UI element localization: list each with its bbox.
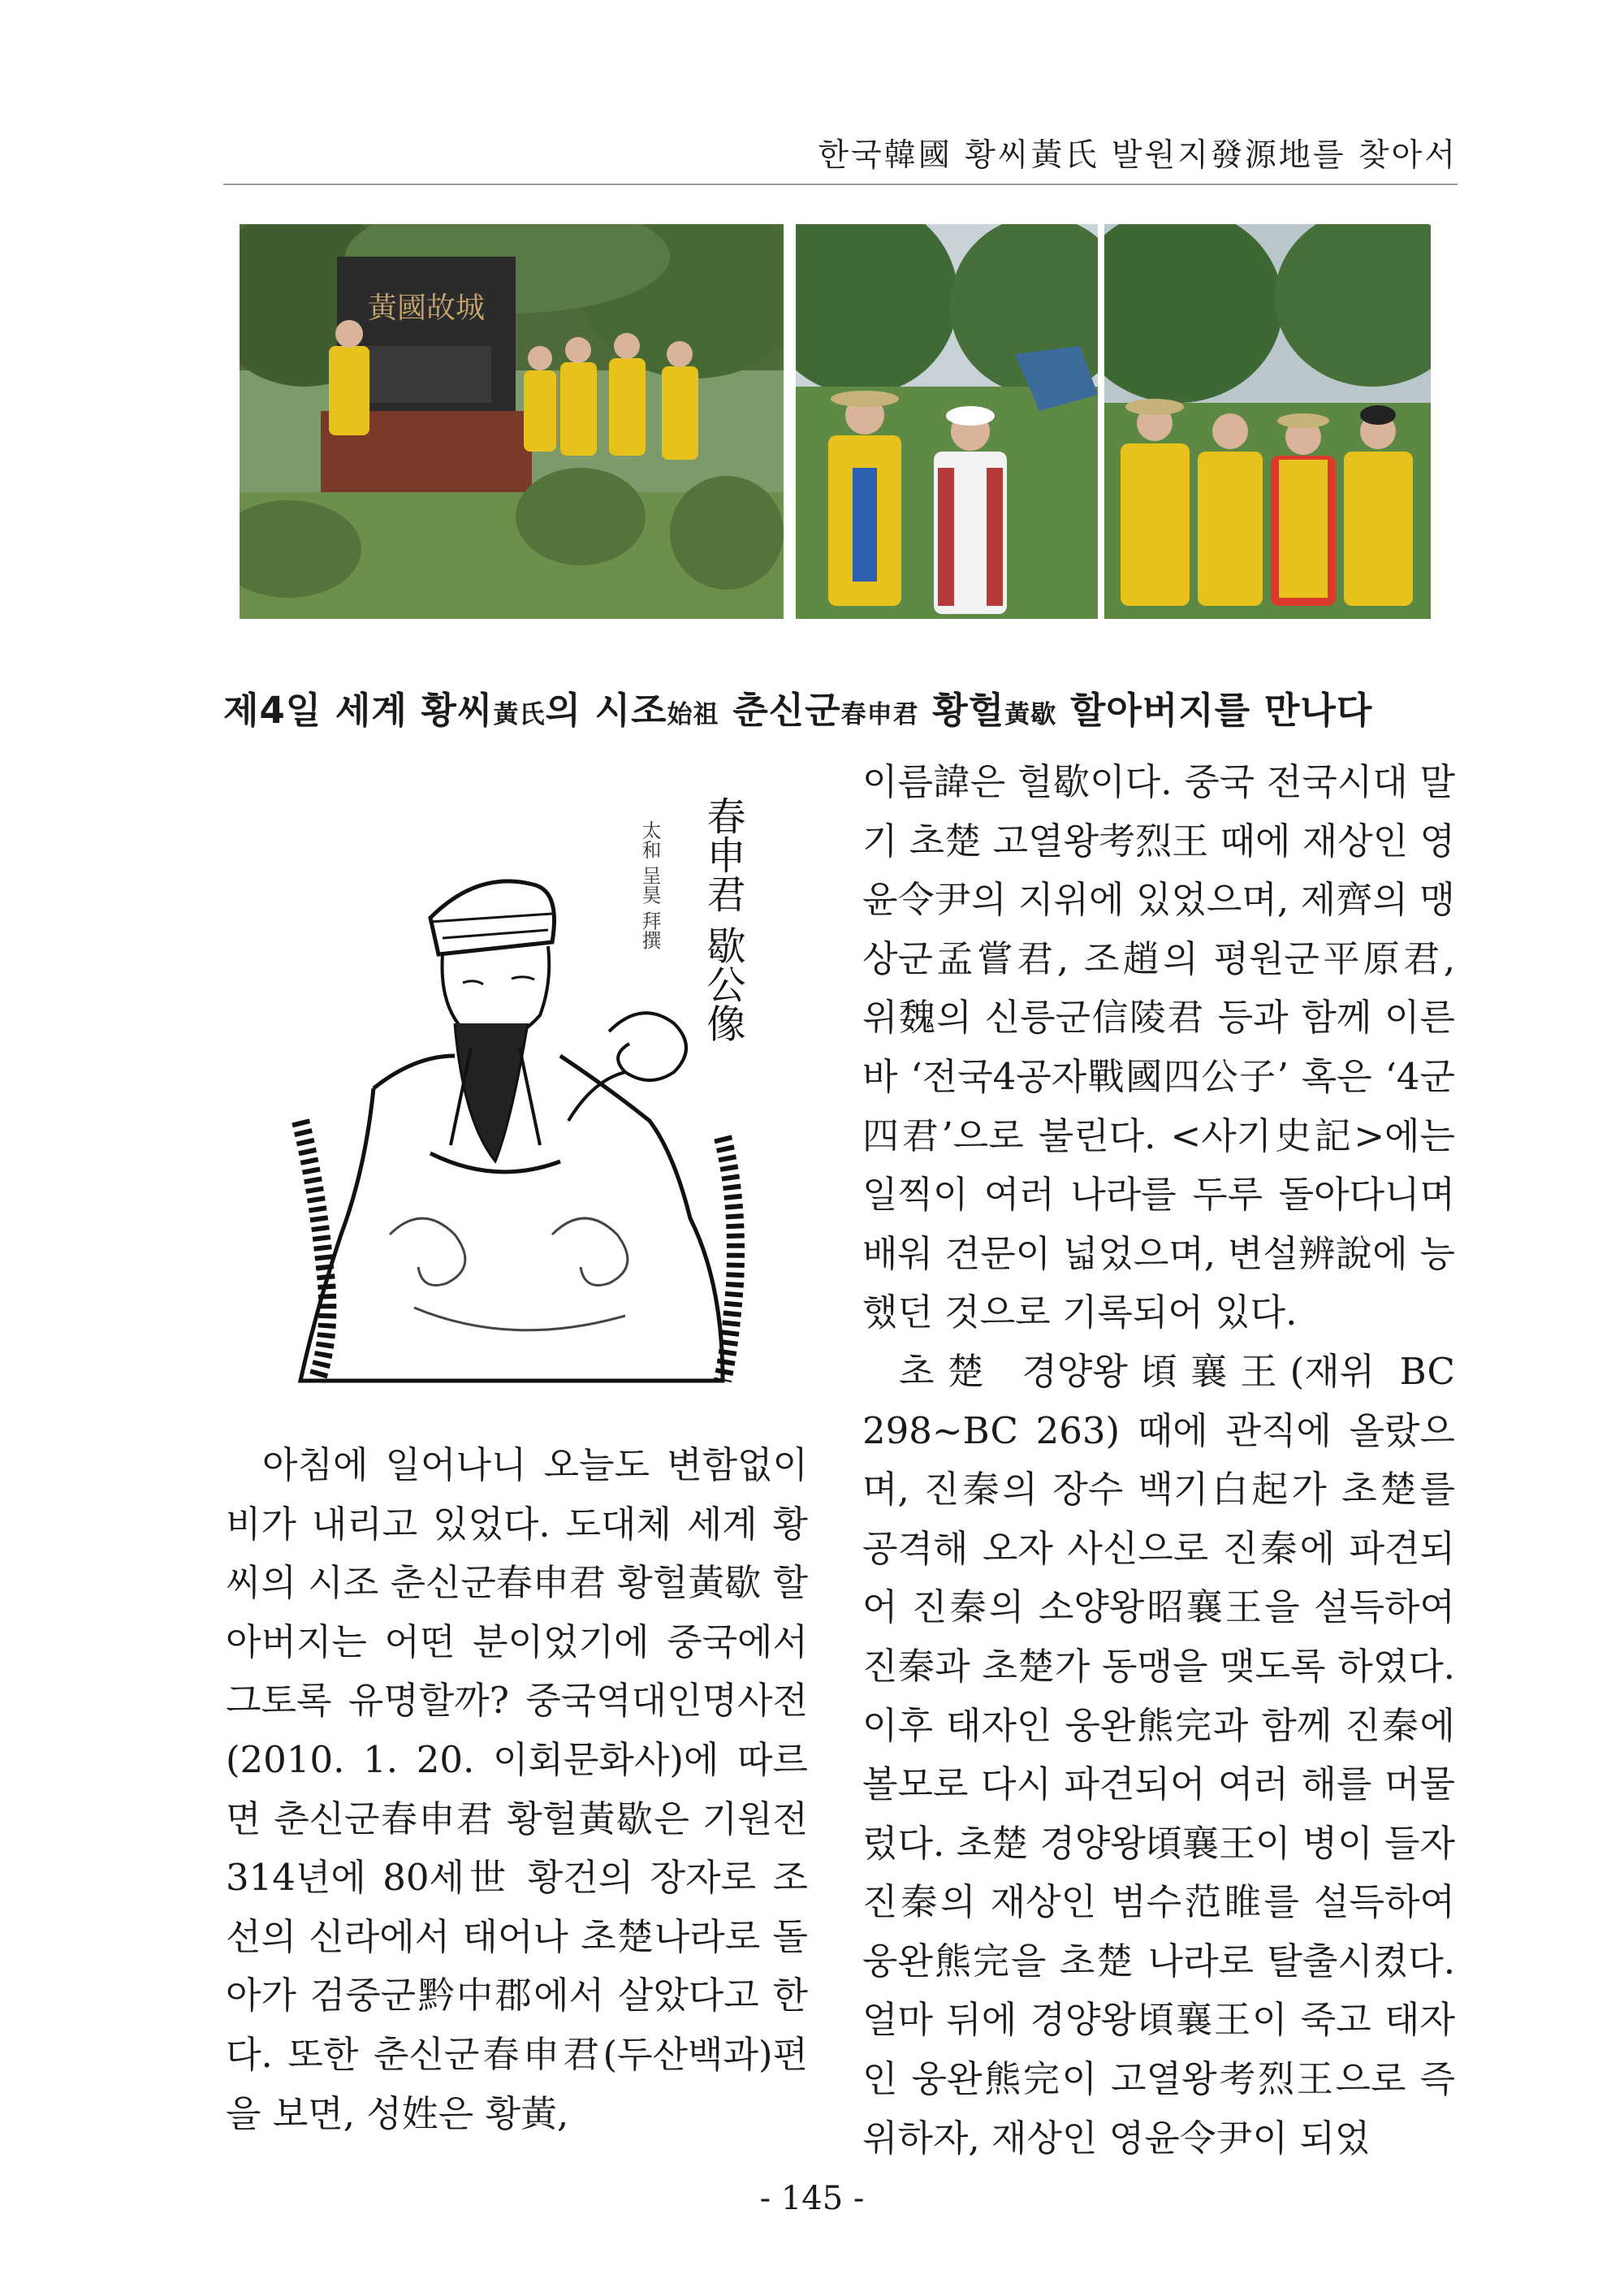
portrait-caption-side: 太和 呈昊 拜撰: [638, 820, 661, 950]
heading-text: 황헐: [918, 689, 1005, 732]
group-photo-monument: [240, 224, 784, 619]
four-men-in-field-photo: [1104, 224, 1431, 619]
monument-inscription: 黃國故城: [367, 292, 486, 325]
two-men-in-field-photo: [796, 224, 1098, 619]
heading-text: 의 시조: [545, 689, 667, 732]
page-number: - 145 -: [759, 2180, 865, 2217]
section-heading: [223, 681, 1458, 733]
left-column-text: [226, 1436, 808, 2143]
right-paragraph-2: 초楚 경양왕頃襄王(재위 BC 298~BC 263) 때에 관직에 올랐으며, 진秦의 장수 백기白起가 초楚를 공격해 오자 사신으로 진秦에 파견되어 진秦의 소양왕昭襄王을 설득하여 진秦과 초楚가 동맹을 맺도록 하였다. 이후 태자인 웅완熊完과 함께 진秦에 볼모로 다시 파견되어 여러 해를 머물렀다. 초楚 경양왕頃襄王이 병이 들자 진秦의 재상인 범수范睢를 설득하여 웅완熊完을 초楚 나라로 탈출시켰다. 얼마 뒤에 경양왕頃襄王이 죽고 태자인 웅완熊完이 고열왕考烈王으로 즉위하자, 재상인 영윤令尹이 되었: [862, 1349, 1455, 2160]
chunsingun-portrait-illustration: [268, 780, 771, 1405]
heading-text: 할아버지를 만나다: [1056, 689, 1373, 732]
heading-hanja: 黃氏: [493, 700, 546, 729]
heading-hanja: 黃歇: [1004, 700, 1057, 729]
heading-text: 제4일 세계 황씨: [223, 689, 494, 732]
right-paragraph-1: 이름諱은 헐歇이다. 중국 전국시대 말기 초楚 고열왕考烈王 때에 재상인 영윤令尹의 지위에 있었으며, 제齊의 맹상군孟嘗君, 조趙의 평원군平原君, 위魏의 신릉군信陵君 등과 함께 이른바 ‘전국4공자戰國四公子’ 혹은 ‘4군四君’으로 불린다. <사기史記>에는 일찍이 여러 나라를 두루 돌아다니며 배워 견문이 넓었으며, 변설辨說에 능했던 것으로 기록되어 있다.: [862, 760, 1455, 1334]
running-header: [223, 130, 1458, 185]
portrait-caption-main: 春申君 歇公像: [700, 796, 745, 1043]
running-title: 한국韓國 황씨黃氏 발원지發源地를 찾아서: [818, 137, 1458, 174]
heading-hanja: 始祖: [667, 700, 719, 729]
heading-text: 춘신군: [719, 689, 841, 732]
right-column-text: [862, 753, 1455, 2168]
left-paragraph: 아침에 일어나니 오늘도 변함없이 비가 내리고 있었다. 도대체 세계 황씨의 시조 춘신군春申君 황헐黃歇 할아버지는 어떤 분이었기에 중국에서 그토록 유명할까? 중국역대인명사전(2010. 1. 20. 이회문화사)에 따르면 춘신군春申君 황헐黃歇은 기원전 314년에 80세世 황건의 장자로 조선의 신라에서 태어나 초楚나라로 돌아가 검중군黔中郡에서 살았다고 한다. 또한 춘신군春申君(두산백과)편을 보면, 성姓은 황黃,: [226, 1443, 808, 2135]
heading-hanja: 春申君: [840, 700, 919, 729]
